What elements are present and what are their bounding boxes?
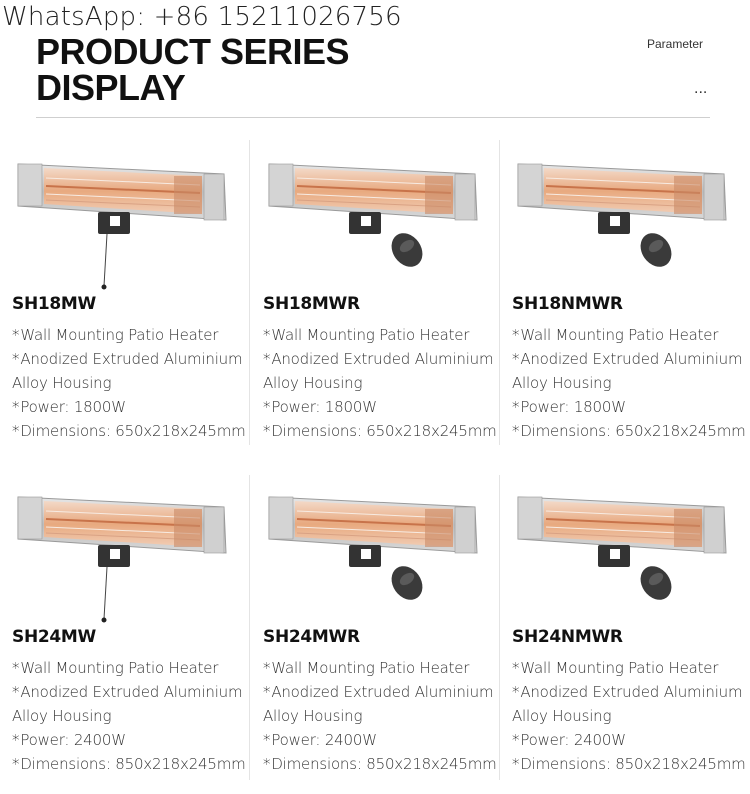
- feature-wall-mounting: [263, 326, 469, 344]
- spec-text: Dimensions: 850x218x245mm: [271, 755, 497, 773]
- spec-text: Wall Mounting Patio Heater: [520, 326, 719, 344]
- header-divider: [36, 117, 710, 118]
- bullet-star-icon: *: [512, 398, 520, 416]
- patio-heater-image: [514, 154, 744, 294]
- bullet-star-icon: *: [12, 731, 20, 749]
- feature-housing: [512, 350, 742, 368]
- spec-dimensions: [12, 422, 246, 440]
- feature-housing-cont: [12, 374, 111, 392]
- bullet-star-icon: *: [512, 731, 520, 749]
- bullet-star-icon: *: [12, 326, 20, 344]
- product-card[interactable]: [512, 481, 748, 781]
- spec-text: Wall Mounting Patio Heater: [520, 659, 719, 677]
- bullet-star-icon: *: [12, 683, 20, 701]
- feature-housing-cont: [512, 707, 611, 725]
- product-card[interactable]: [12, 148, 248, 448]
- spec-power: [263, 731, 377, 749]
- spec-text: Dimensions: 650x218x245mm: [20, 422, 246, 440]
- column-divider: [499, 475, 500, 780]
- patio-heater-image: [14, 487, 244, 627]
- patio-heater-image: [265, 487, 495, 627]
- spec-text: Anodized Extruded Aluminium: [271, 683, 494, 701]
- spec-text: Alloy Housing: [263, 707, 363, 725]
- product-model: SH24MW: [12, 627, 96, 647]
- spec-text: Anodized Extruded Aluminium: [20, 350, 243, 368]
- spec-text: Anodized Extruded Aluminium: [520, 683, 743, 701]
- bullet-star-icon: *: [12, 422, 20, 440]
- spec-text: Wall Mounting Patio Heater: [20, 326, 219, 344]
- spec-text: Power: 1800W: [271, 398, 377, 416]
- spec-text: Dimensions: 850x218x245mm: [20, 755, 246, 773]
- spec-text: Anodized Extruded Aluminium: [520, 350, 743, 368]
- patio-heater-image: [265, 154, 495, 294]
- spec-power: [512, 398, 626, 416]
- spec-power: [12, 731, 126, 749]
- feature-wall-mounting: [12, 326, 218, 344]
- feature-housing-cont: [263, 374, 362, 392]
- bullet-star-icon: *: [512, 659, 520, 677]
- spec-power: [12, 398, 126, 416]
- product-model: SH24NMWR: [512, 627, 623, 647]
- spec-text: Wall Mounting Patio Heater: [271, 326, 470, 344]
- bullet-star-icon: *: [512, 326, 520, 344]
- bullet-star-icon: *: [263, 755, 271, 773]
- spec-text: Dimensions: 650x218x245mm: [520, 422, 746, 440]
- spec-text: Wall Mounting Patio Heater: [20, 659, 219, 677]
- spec-power: [512, 731, 626, 749]
- spec-text: Dimensions: 650x218x245mm: [271, 422, 497, 440]
- spec-text: Anodized Extruded Aluminium: [20, 683, 243, 701]
- spec-text: Power: 2400W: [520, 731, 626, 749]
- product-model: SH18NMWR: [512, 294, 623, 314]
- patio-heater-image: [514, 487, 744, 627]
- spec-text: Power: 2400W: [20, 731, 126, 749]
- bullet-star-icon: *: [12, 659, 20, 677]
- spec-text: Alloy Housing: [12, 707, 112, 725]
- spec-dimensions: [263, 422, 497, 440]
- bullet-star-icon: *: [263, 326, 271, 344]
- bullet-star-icon: *: [263, 731, 271, 749]
- spec-text: Dimensions: 850x218x245mm: [520, 755, 746, 773]
- product-card[interactable]: [512, 148, 748, 448]
- feature-wall-mounting: [12, 659, 218, 677]
- bullet-star-icon: *: [512, 683, 520, 701]
- feature-wall-mounting: [263, 659, 469, 677]
- page-title: [36, 31, 350, 108]
- spec-text: Wall Mounting Patio Heater: [271, 659, 470, 677]
- column-divider: [499, 140, 500, 445]
- product-card[interactable]: [12, 481, 248, 781]
- spec-text: Alloy Housing: [512, 707, 612, 725]
- feature-housing-cont: [512, 374, 611, 392]
- bullet-star-icon: *: [12, 350, 20, 368]
- spec-text: Alloy Housing: [263, 374, 363, 392]
- spec-dimensions: [512, 422, 746, 440]
- bullet-star-icon: *: [263, 350, 271, 368]
- spec-text: Power: 1800W: [20, 398, 126, 416]
- bullet-star-icon: *: [12, 398, 20, 416]
- patio-heater-image: [14, 154, 244, 294]
- spec-power: [263, 398, 377, 416]
- product-model: SH18MW: [12, 294, 96, 314]
- parameter-label: Parameter: [647, 37, 704, 51]
- bullet-star-icon: *: [263, 659, 271, 677]
- feature-housing: [512, 683, 742, 701]
- product-model: SH24MWR: [263, 627, 360, 647]
- feature-wall-mounting: [512, 326, 718, 344]
- bullet-star-icon: *: [263, 422, 271, 440]
- spec-text: Power: 2400W: [271, 731, 377, 749]
- feature-housing: [12, 683, 242, 701]
- bullet-star-icon: *: [263, 683, 271, 701]
- feature-housing-cont: [263, 707, 362, 725]
- bullet-star-icon: *: [512, 755, 520, 773]
- spec-dimensions: [512, 755, 746, 773]
- spec-text: Anodized Extruded Aluminium: [271, 350, 494, 368]
- product-model: SH18MWR: [263, 294, 360, 314]
- feature-housing: [263, 350, 493, 368]
- feature-housing: [263, 683, 493, 701]
- feature-housing: [12, 350, 242, 368]
- spec-dimensions: [263, 755, 497, 773]
- bullet-star-icon: *: [512, 422, 520, 440]
- column-divider: [249, 140, 250, 445]
- bullet-star-icon: *: [512, 350, 520, 368]
- column-divider: [249, 475, 250, 780]
- spec-text: Alloy Housing: [12, 374, 112, 392]
- feature-wall-mounting: [512, 659, 718, 677]
- page-title-line-2: DISPLAY: [36, 67, 186, 108]
- bullet-star-icon: *: [263, 398, 271, 416]
- more-icon[interactable]: ...: [694, 80, 708, 97]
- product-card[interactable]: [263, 481, 499, 781]
- page-title-line-1: PRODUCT SERIES: [36, 31, 350, 72]
- spec-dimensions: [12, 755, 246, 773]
- spec-text: Alloy Housing: [512, 374, 612, 392]
- whatsapp-watermark: WhatsApp: +86 15211026756: [2, 2, 402, 32]
- feature-housing-cont: [12, 707, 111, 725]
- spec-text: Power: 1800W: [520, 398, 626, 416]
- product-card[interactable]: [263, 148, 499, 448]
- bullet-star-icon: *: [12, 755, 20, 773]
